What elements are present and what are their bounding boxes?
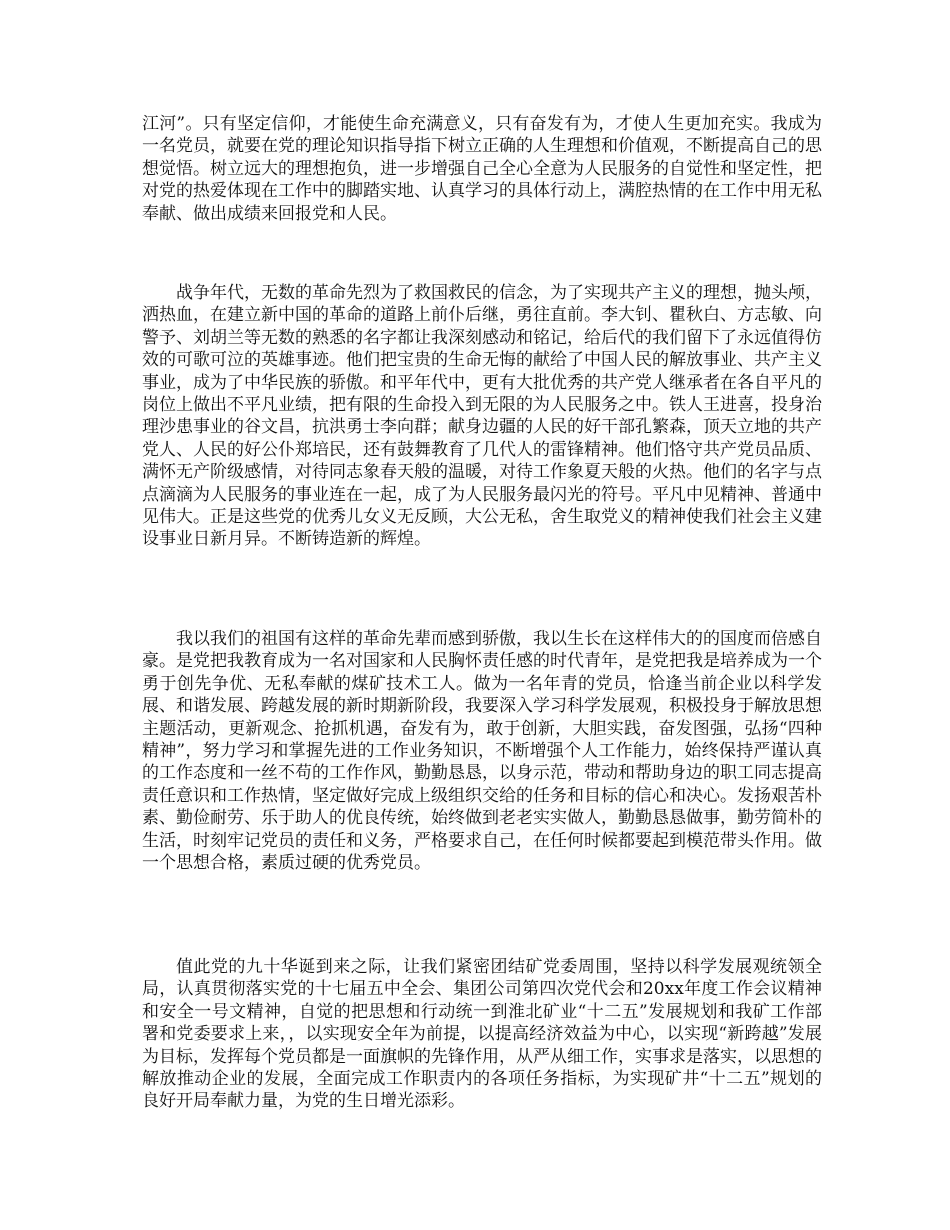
paragraph-2: 战争年代，无数的革命先烈为了救国救民的信念，为了实现共产主义的理想，抛头颅，洒热血，在建立新中国的革命的道路上前仆后继，勇往直前。李大钊、瞿秋白、方志敏、向警予、刘胡兰等无数的熟悉的名字都让我深刻感动和铭记，给后代的我们留下了永远值得仿效的可歌可泣的英雄事迹。他们把宝贵的生命无悔的献给了中国人民的解放事业、共产主义事业，成为了中华民族的骄傲。和平年代中，更有大批优秀的共产党人继承者在各自平凡的岗位上做出不平凡业绩，把有限的生命投入到无限的为人民服务之中。铁人王进喜，投身治理沙患事业的谷文昌，抗洪勇士李向群；献身边疆的人民的好干部孔繁森，顶天立地的共产党人、人民的好公仆郑培民，还有鼓舞教育了几代人的雷锋精神。他们恪守共产党员品质、满怀无产阶级感情，对待同志象春天般的温暖，对待工作象夏天般的火热。他们的名字与点点滴滴为人民服务的事业连在一起，成了为人民服务最闪光的符号。平凡中见精神、普通中见伟大。正是这些党的优秀儿女义无反顾，大公无私，舍生取党义的精神使我们社会主义建设事业日新月异。不断铸造新的辉煌。: [142, 283, 822, 550]
paragraph-3: 我以我们的祖国有这样的革命先辈而感到骄傲，我以生长在这样伟大的的国度而倍感自豪。是党把我教育成为一名对国家和人民胸怀责任感的时代青年，是党把我是培养成为一个勇于创先争优、无私奉献的煤矿技术工人。做为一名年青的党员，恰逢当前企业以科学发展、和谐发展、跨越发展的新时期新阶段，我要深入学习科学发展观，积极投身于解放思想主题活动，更新观念、抢抓机遇，奋发有为，敢于创新，大胆实践，奋发图强，弘扬“四种精神”，努力学习和掌握先进的工作业务知识，不断增强个人工作能力，始终保持严谨认真的工作态度和一丝不苟的工作作风，勤勤恳恳，以身示范，带动和帮助身边的职工同志提高责任意识和工作热情，坚定做好完成上级组织交给的任务和目标的信心和决心。发扬艰苦朴素、勤俭耐劳、乐于助人的优良传统，始终做到老老实实做人，勤勤恳恳做事，勤劳简朴的生活，时刻牢记党员的责任和义务，严格要求自己，在任何时候都要起到模范带头作用。做一个思想合格，素质过硬的优秀党员。: [142, 629, 822, 874]
paragraph-1: 江河”。只有坚定信仰，才能使生命充满意义，只有奋发有为，才使人生更加充实。我成为一名党员，就要在党的理论知识指导指下树立正确的人生理想和价值观，不断提高自己的思想觉悟。树立远大的理想抱负，进一步增强自己全心全意为人民服务的自觉性和坚定性，把对党的热爱体现在工作中的脚踏实地、认真学习的具体行动上，满腔热情的在工作中用无私奉献、做出成绩来回报党和人民。: [142, 114, 822, 224]
paragraph-4: 值此党的九十华诞到来之际，让我们紧密团结矿党委周围，坚持以科学发展观统领全局，认真贯彻落实党的十七届五中全会、集团公司第四次党代会和20xx年度工作会议精神和安全一号文精神，自觉的把思想和行动统一到淮北矿业“十二五”发展规划和我矿工作部署和党委要求上来，，以实现安全年为前提，以提高经济效益为中心，以实现“新跨越”发展为目标，发挥每个党员都是一面旗帜的先锋作用，从严从细工作，实事求是落实，以思想的解放推动企业的发展，全面完成工作职责内的各项任务指标，为实现矿井“十二五”规划的良好开局奉献力量，为党的生日增光添彩。: [142, 957, 822, 1112]
